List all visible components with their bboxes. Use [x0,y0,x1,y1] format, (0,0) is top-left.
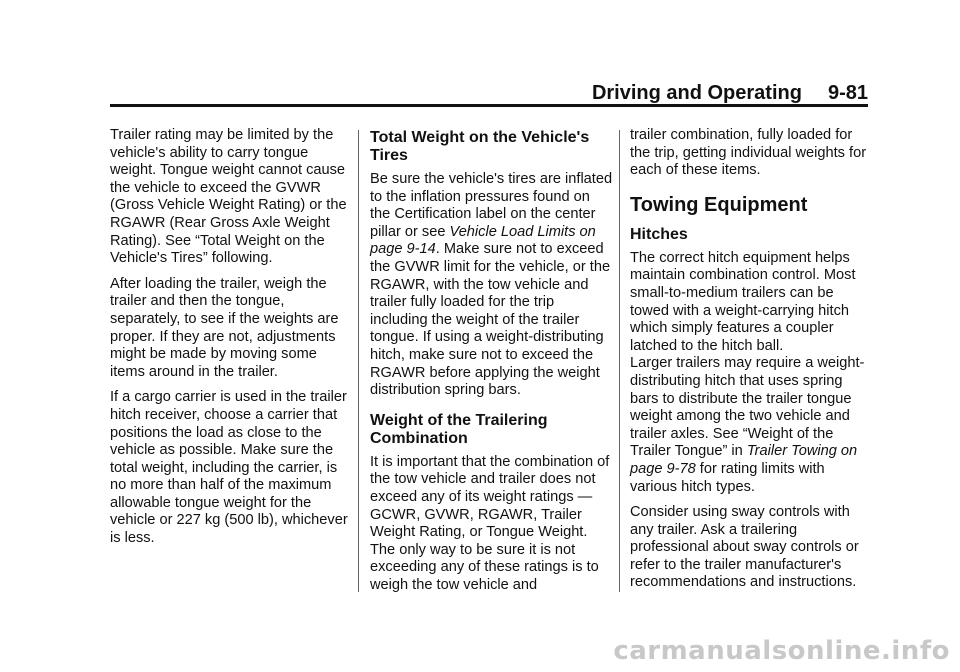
page-header [110,82,868,105]
section-title: Driving and Operating [591,82,802,104]
paragraph: It is important that the combination of the tow vehicle and trailer does not exceed any of its weight ratings — GCWR, GVWR, RGAWR, Trailer Weight Rating, or Tongue Weight. The only way to be sure it is not exceeding any of these ratings is to weigh the tow vehicle and [370,453,610,593]
page-number: 9-81 [827,82,868,104]
paragraph: After loading the trailer, weigh the trailer and then the tongue, separately, to see if the weights are proper. If they are not, adjustments might be made by moving some items around in the trailer. [110,275,339,380]
heading-combination-weight: Weight of the Trailering Combination [370,411,548,447]
column-divider-2 [619,130,620,592]
text-run: . Make sure not to exceed the GVWR limit for the vehicle, or the RGAWR, with the tow vehicle and trailer fully loaded for the trip including the weight of the trailer tongue. If using a weight-distributing hitch, make sure not to exceed the RGAWR before applying the weight distribution spring bars. [370,241,611,399]
text-run: Be sure the vehicle's tires are inflated to the inflation pressures found on the Certification label on the center pillar or see [370,171,613,240]
paragraph [630,355,874,496]
heading-towing-equipment: Towing Equipment [630,193,808,216]
paragraph: Trailer rating may be limited by the vehicle's ability to carry tongue weight. Tongue weight cannot cause the vehicle to exceed the GVWR (Gross Vehicle Weight Rating) or the RGAWR (Rear Gross Axle Weight Rating). See “Total Weight on the Vehicle's Tires” following. [110,127,347,267]
column-1 [110,127,354,556]
column-divider-1 [358,130,359,592]
cross-reference-link[interactable]: Trailer Towing on page 9-78 [630,443,858,477]
column-2 [370,127,614,602]
watermark: carmanualsonline.info [613,636,950,666]
heading-hitches: Hitches [630,225,688,243]
paragraph [370,171,614,400]
header-rule [110,104,868,107]
paragraph: If a cargo carrier is used in the trailer hitch receiver, choose a carrier that positions the load as close to the vehicle as possible. Make sure the total weight, including the carrier, is no more than half of the maximum allowable tongue weight for the vehicle or 227 kg (500 lb), whichever is less. [110,389,348,547]
heading-total-weight: Total Weight on the Vehicle's Tires [370,129,590,164]
cross-reference-link[interactable]: Vehicle Load Limits on page 9-14 [370,223,596,258]
text-run: Larger trailers may require a weight-distributing hitch that uses spring bars to distribute the trailer tongue weight among the two vehicle and trailer axles. See “Weight of the Trailer Tongue” in [630,355,865,460]
column-3 [630,127,874,600]
paragraph: trailer combination, fully loaded for the trip, getting individual weights for each of these items. [630,127,867,179]
paragraph: The correct hitch equipment helps maintain combination control. Most small-to-medium trailers can be towed with a weight-carrying hitch which simply features a coupler latched to the hitch ball. [630,249,856,354]
text-run: for rating limits with various hitch types. [630,460,825,495]
paragraph: Consider using sway controls with any trailer. Ask a trailering professional about sway controls or refer to the trailer manufacturer's recommendations and instructions. [630,504,859,591]
